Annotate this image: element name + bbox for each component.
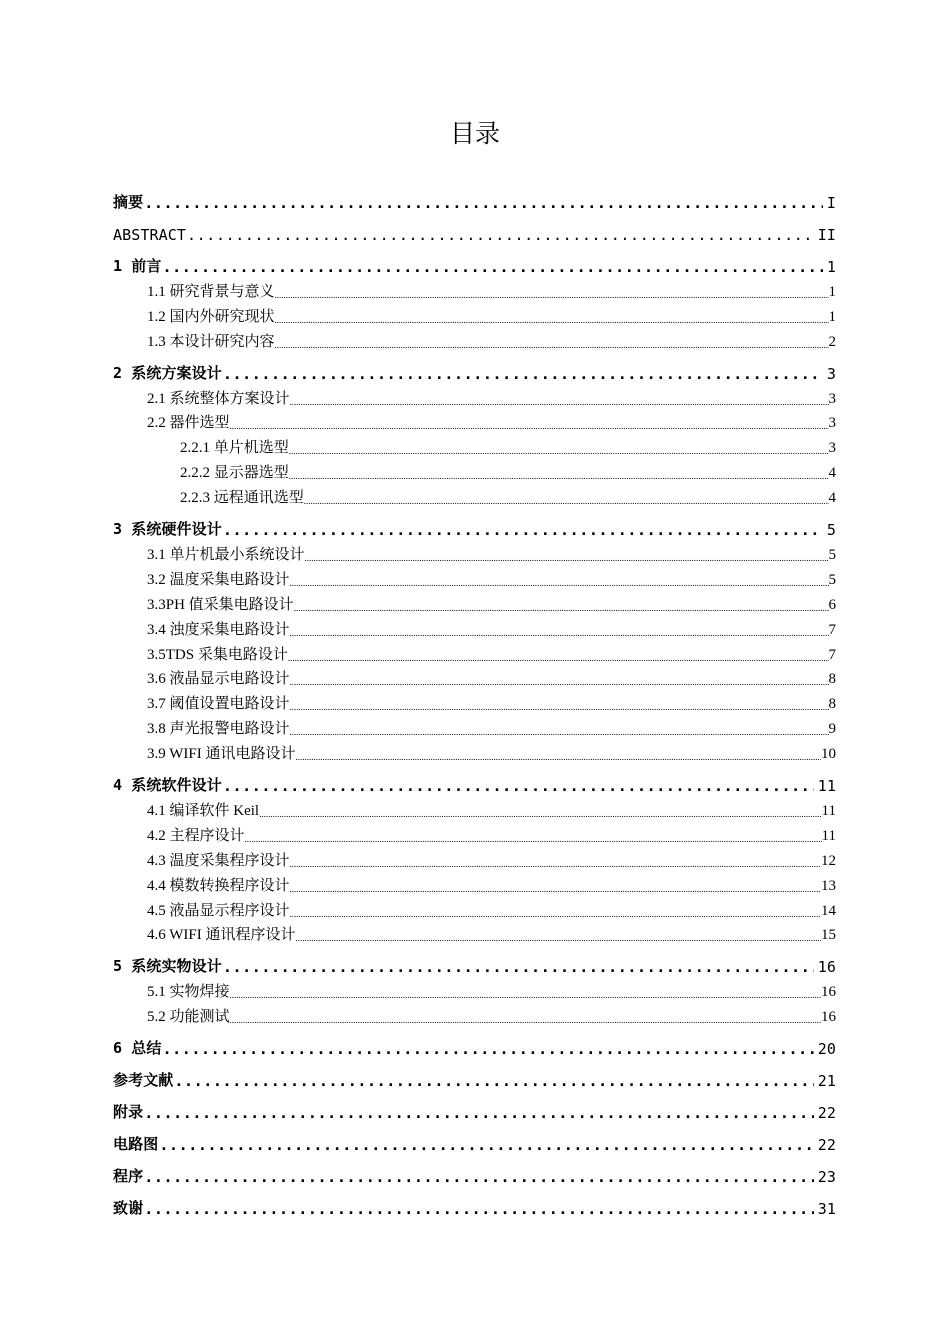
toc-entry-label: 4.6 WIFI 通讯程序设计 xyxy=(147,927,296,944)
toc-entry-label: 4.2 主程序设计 xyxy=(147,827,245,844)
dot-leader xyxy=(295,933,821,944)
dot-leader xyxy=(290,702,829,713)
toc-entry[interactable] xyxy=(113,564,836,589)
dot-leader xyxy=(290,397,829,408)
toc-entry[interactable] xyxy=(113,688,836,713)
toc-entry[interactable] xyxy=(113,1154,836,1186)
toc-entry-page-number: 7 xyxy=(828,646,836,663)
toc-entry-page-number: 23 xyxy=(817,1168,836,1187)
toc-entry[interactable] xyxy=(113,351,836,383)
toc-entry-page-number: 1 xyxy=(826,258,836,276)
dot-leader xyxy=(290,677,829,688)
toc-entry[interactable] xyxy=(113,432,836,457)
toc-entry-page-number: 6 xyxy=(828,596,836,613)
toc-entry-label: 1.3 本设计研究内容 xyxy=(147,333,275,350)
toc-entry-page-number: 20 xyxy=(817,1040,836,1059)
toc-entry-label: 3 系统硬件设计 xyxy=(113,520,222,539)
toc-entry-page-number: 3 xyxy=(828,440,836,457)
toc-entry-label: 2.1 系统整体方案设计 xyxy=(147,390,290,407)
dot-leader xyxy=(275,315,829,326)
toc-entry[interactable] xyxy=(113,1122,836,1154)
dot-leader xyxy=(223,365,823,383)
dot-leader xyxy=(162,258,822,276)
toc-entry[interactable] xyxy=(113,276,836,301)
toc-entry[interactable] xyxy=(113,664,836,689)
dot-leader xyxy=(144,1104,814,1122)
toc-entry-page-number: 4 xyxy=(828,490,836,507)
toc-entry-label: 4 系统软件设计 xyxy=(113,776,222,795)
toc-entry-label: 2.2 器件选型 xyxy=(147,415,230,432)
toc-entry-page-number: 1 xyxy=(828,283,836,300)
toc-entry-page-number: 22 xyxy=(817,1104,836,1123)
dot-leader xyxy=(290,628,829,639)
dot-leader xyxy=(174,1072,813,1090)
toc-entry-page-number: 11 xyxy=(821,827,836,844)
dot-leader xyxy=(223,958,814,976)
toc-entry-label: 摘要 xyxy=(113,193,144,211)
dot-leader xyxy=(290,578,829,589)
toc-entry-page-number: 5 xyxy=(828,571,836,588)
toc-entry-label: 5.2 功能测试 xyxy=(147,1009,230,1026)
toc-entry-page-number: I xyxy=(826,194,836,212)
toc-entry-page-number: 16 xyxy=(821,1009,836,1026)
toc-entry-page-number: II xyxy=(817,226,836,244)
toc-entry-label: 3.2 温度采集电路设计 xyxy=(147,571,290,588)
toc-entry-label: 附录 xyxy=(113,1103,144,1122)
toc-entry-page-number: 10 xyxy=(821,746,836,763)
dot-leader xyxy=(144,1200,814,1218)
dot-leader xyxy=(275,340,829,351)
toc-entry-label: 3.9 WIFI 通讯电路设计 xyxy=(147,746,296,763)
toc-entry-page-number: 15 xyxy=(821,927,836,944)
toc-entry[interactable] xyxy=(113,539,836,564)
toc-entry-page-number: 3 xyxy=(826,364,836,383)
toc-entry[interactable] xyxy=(113,713,836,738)
toc-entry-page-number: 5 xyxy=(826,521,836,540)
toc-entry-label: 4.1 编译软件 Keil xyxy=(147,803,260,820)
toc-entry-label: 6 总结 xyxy=(113,1039,162,1058)
dot-leader xyxy=(290,727,829,738)
toc-entry-label: 程序 xyxy=(113,1167,144,1186)
toc-entry[interactable] xyxy=(113,482,836,507)
toc-entry-label: 4.5 液晶显示程序设计 xyxy=(147,902,290,919)
toc-entry-label: 4.4 模数转换程序设计 xyxy=(147,877,290,894)
toc-entry-label: 参考文献 xyxy=(113,1071,174,1090)
toc-entry[interactable] xyxy=(113,738,836,763)
toc-entry[interactable] xyxy=(113,180,836,212)
toc-entry-page-number: 11 xyxy=(821,803,836,820)
toc-entry-page-number: 11 xyxy=(817,777,836,796)
toc-entry-label: 3.4 浊度采集电路设计 xyxy=(147,621,290,638)
toc-entry-page-number: 16 xyxy=(817,958,836,977)
toc-entry[interactable] xyxy=(113,1058,836,1090)
toc-entry[interactable] xyxy=(113,301,836,326)
dot-leader xyxy=(290,884,821,895)
dot-leader xyxy=(305,553,829,564)
toc-entry[interactable] xyxy=(113,920,836,945)
toc-entry-page-number: 22 xyxy=(817,1136,836,1155)
dot-leader xyxy=(288,653,829,664)
toc-entry[interactable] xyxy=(113,614,836,639)
toc-entry-label: 2.2.2 显示器选型 xyxy=(180,465,289,482)
toc-entry[interactable] xyxy=(113,457,836,482)
toc-entry[interactable] xyxy=(113,589,836,614)
toc-entry-page-number: 12 xyxy=(821,852,836,869)
dot-leader xyxy=(223,777,814,795)
dot-leader xyxy=(230,990,821,1001)
toc-entry[interactable] xyxy=(113,326,836,351)
toc-entry-label: 致谢 xyxy=(113,1199,144,1218)
toc-entry-label: ABSTRACT xyxy=(113,226,187,244)
toc-entry-label: 3.5TDS 采集电路设计 xyxy=(147,646,288,663)
dot-leader xyxy=(294,603,829,614)
toc-entry[interactable] xyxy=(113,1186,836,1218)
toc-entry-label: 2.2.3 远程通讯选型 xyxy=(180,490,304,507)
toc-entry-page-number: 21 xyxy=(817,1072,836,1091)
toc-entry-page-number: 3 xyxy=(828,415,836,432)
page-title: 目录 xyxy=(449,119,500,148)
toc-entry-label: 3.6 液晶显示电路设计 xyxy=(147,671,290,688)
toc-entry-label: 2 系统方案设计 xyxy=(113,363,222,382)
toc-entry[interactable] xyxy=(113,244,836,276)
toc-entry-label: 3.8 声光报警电路设计 xyxy=(147,721,290,738)
dot-leader xyxy=(187,226,814,244)
toc-entry-label: 3.3PH 值采集电路设计 xyxy=(147,596,294,613)
toc-entry-label: 3.7 阈值设置电路设计 xyxy=(147,696,290,713)
toc-entry[interactable] xyxy=(113,212,836,244)
toc-entry-page-number: 1 xyxy=(828,308,836,325)
toc-entry-page-number: 4 xyxy=(828,465,836,482)
dot-leader xyxy=(230,421,829,432)
toc-entry-page-number: 3 xyxy=(828,390,836,407)
toc-entry-label: 4.3 温度采集程序设计 xyxy=(147,852,290,869)
dot-leader xyxy=(295,752,821,763)
toc-entry[interactable] xyxy=(113,639,836,664)
toc-entry[interactable] xyxy=(113,795,836,820)
toc-entry-label: 3.1 单片机最小系统设计 xyxy=(147,547,305,564)
dot-leader xyxy=(275,290,829,301)
toc-entry[interactable] xyxy=(113,845,836,870)
toc-entry-label: 1 前言 xyxy=(113,257,162,275)
dot-leader xyxy=(259,809,821,820)
toc-entry[interactable] xyxy=(113,763,836,795)
toc-entry-label: 5.1 实物焊接 xyxy=(147,984,230,1001)
table-of-contents xyxy=(113,180,836,1218)
dot-leader xyxy=(304,496,829,507)
toc-entry[interactable] xyxy=(113,976,836,1001)
dot-leader xyxy=(290,909,821,920)
dot-leader xyxy=(144,1168,814,1186)
toc-entry-page-number: 8 xyxy=(828,696,836,713)
dot-leader xyxy=(289,446,829,457)
dot-leader xyxy=(290,859,821,870)
toc-entry-page-number: 5 xyxy=(828,547,836,564)
toc-entry[interactable] xyxy=(113,820,836,845)
toc-entry-label: 5 系统实物设计 xyxy=(113,957,222,976)
toc-entry[interactable] xyxy=(113,1001,836,1026)
toc-entry-page-number: 8 xyxy=(828,671,836,688)
dot-leader xyxy=(245,834,822,845)
toc-entry[interactable] xyxy=(113,1026,836,1058)
dot-leader xyxy=(230,1015,821,1026)
toc-entry-page-number: 16 xyxy=(821,984,836,1001)
toc-entry-page-number: 13 xyxy=(821,877,836,894)
toc-entry-page-number: 31 xyxy=(817,1200,836,1219)
toc-entry[interactable] xyxy=(113,944,836,976)
toc-entry[interactable] xyxy=(113,507,836,539)
toc-entry-label: 电路图 xyxy=(113,1135,159,1154)
toc-entry-label: 1.1 研究背景与意义 xyxy=(147,283,275,300)
toc-entry[interactable] xyxy=(113,383,836,408)
toc-entry-page-number: 14 xyxy=(821,902,836,919)
toc-entry-label: 1.2 国内外研究现状 xyxy=(147,308,275,325)
toc-entry-page-number: 7 xyxy=(828,621,836,638)
toc-entry[interactable] xyxy=(113,870,836,895)
dot-leader xyxy=(159,1136,813,1154)
toc-entry-label: 2.2.1 单片机选型 xyxy=(180,440,289,457)
toc-entry[interactable] xyxy=(113,895,836,920)
dot-leader xyxy=(162,1040,813,1058)
dot-leader xyxy=(289,471,829,482)
toc-entry[interactable] xyxy=(113,408,836,433)
dot-leader xyxy=(223,521,823,539)
dot-leader xyxy=(144,194,823,212)
toc-entry[interactable] xyxy=(113,1090,836,1122)
toc-entry-page-number: 2 xyxy=(828,333,836,350)
toc-entry-page-number: 9 xyxy=(828,721,836,738)
